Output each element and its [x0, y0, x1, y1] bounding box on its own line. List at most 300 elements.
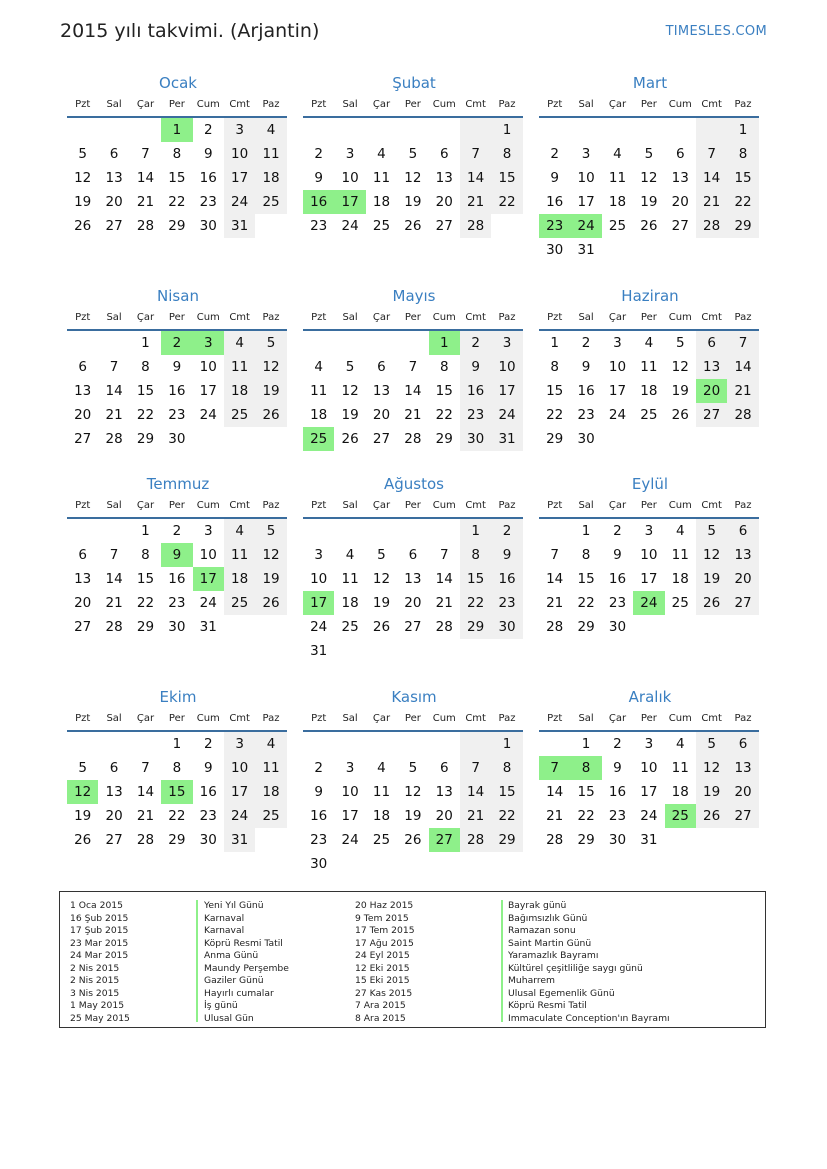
weekday-header: Cum: [429, 708, 460, 732]
calendar-day: 18: [671, 784, 689, 800]
calendar-day: 16: [460, 379, 491, 403]
calendar-day: 18: [255, 166, 286, 190]
weekday-header: Sal: [570, 94, 601, 118]
calendar-day: 16: [168, 383, 186, 399]
calendar-day: 21: [460, 804, 491, 828]
month-name: Temmuz: [146, 475, 210, 493]
calendar-day: 27: [372, 431, 391, 447]
calendar-day: 14: [460, 780, 491, 804]
month-name: Mayıs: [392, 287, 436, 305]
calendar-day: 17: [341, 808, 359, 824]
calendar-day: 27: [435, 218, 453, 234]
calendar-day: 30: [199, 832, 217, 848]
calendar-day: 21: [546, 595, 564, 611]
holiday-day: 24: [570, 214, 601, 238]
calendar-day: 15: [435, 383, 453, 399]
calendar-day: 10: [491, 355, 522, 379]
calendar-day: 6: [675, 146, 685, 162]
calendar-day: 13: [435, 784, 453, 800]
calendar-day: 27: [105, 832, 123, 848]
calendar-day: 14: [136, 784, 155, 800]
calendar-day: 22: [546, 407, 564, 423]
legend-date: 2 Nis 2015: [70, 962, 120, 974]
weekday-header: Pzt: [303, 495, 334, 519]
calendar-day: 10: [577, 170, 595, 186]
calendar-day: 1: [141, 523, 150, 539]
holiday-day: 17: [303, 591, 334, 615]
calendar-day: 31: [224, 828, 255, 852]
blank-day: [67, 519, 98, 543]
calendar-day: 6: [408, 547, 418, 563]
calendar-day: 17: [577, 194, 595, 210]
weekday-header: Cmt: [460, 495, 491, 519]
calendar-day: 18: [310, 407, 328, 423]
calendar-day: 11: [255, 142, 286, 166]
calendar-day: 13: [435, 170, 453, 186]
calendar-day: 26: [74, 218, 92, 234]
weekday-header: Pzt: [303, 94, 334, 118]
calendar-day: 13: [74, 383, 92, 399]
calendar-day: 4: [314, 359, 323, 375]
calendar-day: 2: [314, 146, 323, 162]
weekday-header: Çar: [130, 94, 161, 118]
month-grid: [67, 94, 289, 238]
calendar-day: 30: [460, 427, 491, 451]
calendar-day: 11: [671, 547, 689, 563]
calendar-day: 4: [613, 146, 622, 162]
month-block: [67, 471, 289, 639]
calendar-day: 19: [404, 194, 422, 210]
calendar-day: 11: [310, 383, 328, 399]
calendar-day: 18: [372, 194, 391, 210]
legend-holiday-name: Bayrak günü: [508, 900, 567, 911]
calendar-day: 10: [224, 142, 255, 166]
calendar-day: 3: [224, 118, 255, 142]
calendar-day: 14: [727, 355, 758, 379]
legend-holiday-name: Anma Günü: [204, 950, 259, 961]
calendar-day: 22: [168, 194, 186, 210]
legend-date: 15 Eki 2015: [355, 975, 410, 986]
calendar-day: 9: [581, 359, 591, 375]
weekday-header: Paz: [255, 307, 286, 331]
blank-day: [397, 732, 428, 756]
calendar-day: 18: [372, 808, 391, 824]
weekday-header: Çar: [366, 708, 397, 732]
calendar-day: 5: [408, 146, 418, 162]
calendar-day: 9: [314, 784, 323, 800]
blank-day: [303, 118, 334, 142]
calendar-day: 25: [372, 832, 391, 848]
holiday-day: 8: [570, 756, 601, 780]
calendar-day: 24: [224, 190, 255, 214]
calendar-day: 28: [105, 619, 123, 635]
calendar-day: 4: [255, 732, 286, 756]
calendar-day: 12: [696, 756, 727, 780]
calendar-day: 15: [491, 166, 522, 190]
weekday-header: Sal: [570, 708, 601, 732]
calendar-day: 3: [644, 523, 654, 539]
calendar-day: 3: [491, 331, 522, 355]
calendar-day: 7: [141, 146, 150, 162]
month-grid: [67, 495, 289, 639]
calendar-day: 8: [460, 543, 491, 567]
weekday-header: Pzt: [539, 94, 570, 118]
calendar-day: 26: [671, 407, 689, 423]
calendar-day: 19: [696, 567, 727, 591]
calendar-day: 13: [727, 756, 758, 780]
calendar-day: 29: [168, 218, 186, 234]
calendar-day: 25: [224, 591, 255, 615]
month-name: Aralık: [628, 688, 672, 706]
weekday-header: Cum: [665, 708, 696, 732]
calendar-day: 9: [613, 760, 622, 776]
calendar-day: 1: [141, 335, 150, 351]
calendar-day: 17: [608, 383, 627, 399]
holiday-day: 23: [539, 214, 570, 238]
month-grid: [539, 94, 761, 262]
calendar-day: 24: [199, 595, 217, 611]
calendar-day: 27: [105, 218, 123, 234]
weekday-header: Sal: [334, 94, 365, 118]
calendar-day: 8: [141, 547, 150, 563]
weekday-header: Per: [397, 94, 428, 118]
month-name: Kasım: [391, 688, 437, 706]
calendar-day: 26: [696, 804, 727, 828]
calendar-day: 2: [314, 760, 323, 776]
blank-day: [98, 519, 129, 543]
calendar-day: 20: [404, 595, 422, 611]
site-logo: TIMESLES.COM: [665, 24, 767, 39]
calendar-day: 23: [608, 595, 627, 611]
page-title: 2015 yılı takvimi. (Arjantin): [60, 20, 320, 42]
calendar-day: 25: [372, 218, 391, 234]
calendar-day: 22: [460, 591, 491, 615]
calendar-day: 8: [172, 760, 182, 776]
blank-day: [366, 331, 397, 355]
calendar-day: 6: [439, 146, 449, 162]
calendar-day: 15: [577, 784, 595, 800]
calendar-day: 15: [168, 170, 186, 186]
calendar-day: 14: [460, 166, 491, 190]
calendar-day: 18: [255, 780, 286, 804]
calendar-day: 7: [727, 331, 758, 355]
calendar-day: 20: [372, 407, 391, 423]
calendar-day: 24: [640, 808, 658, 824]
calendar-day: 1: [581, 736, 591, 752]
legend-date: 1 May 2015: [70, 1000, 125, 1011]
weekday-header: Cmt: [696, 94, 727, 118]
month-name: Ocak: [159, 74, 197, 92]
calendar-day: 18: [640, 383, 658, 399]
calendar-day: 23: [168, 595, 186, 611]
calendar-day: 4: [377, 760, 386, 776]
weekday-header: Per: [633, 495, 664, 519]
legend-holiday-name: Yeni Yıl Günü: [204, 900, 264, 911]
calendar-day: 6: [696, 331, 727, 355]
calendar-day: 15: [460, 567, 491, 591]
calendar-day: 23: [460, 403, 491, 427]
weekday-header: Paz: [727, 708, 758, 732]
calendar-day: 20: [105, 194, 123, 210]
month-name: Mart: [632, 74, 668, 92]
month-grid: [67, 307, 289, 451]
weekday-header: Çar: [130, 495, 161, 519]
calendar-day: 30: [608, 832, 627, 848]
calendar-day: 4: [675, 523, 685, 539]
calendar-day: 18: [224, 379, 255, 403]
calendar-day: 14: [105, 383, 123, 399]
calendar-day: 13: [671, 170, 689, 186]
calendar-day: 20: [671, 194, 689, 210]
legend-date: 17 Tem 2015: [355, 925, 415, 936]
holiday-day: 1: [161, 118, 192, 142]
calendar-day: 29: [546, 431, 564, 447]
blank-day: [633, 118, 664, 142]
month-block: [67, 70, 289, 238]
calendar-day: 27: [74, 619, 92, 635]
weekday-header: Cmt: [460, 708, 491, 732]
holiday-day: 1: [429, 331, 460, 355]
holiday-day: 24: [633, 591, 664, 615]
calendar-day: 10: [224, 756, 255, 780]
calendar-day: 10: [640, 760, 658, 776]
calendar-day: 28: [727, 403, 758, 427]
legend-divider: [196, 900, 198, 1022]
calendar-day: 14: [404, 383, 422, 399]
month-grid: [539, 307, 761, 451]
month-name: Ağustos: [384, 475, 444, 493]
calendar-day: 26: [404, 832, 422, 848]
month-block: [539, 70, 761, 262]
month-name: Nisan: [157, 287, 199, 305]
holiday-day: 15: [161, 780, 192, 804]
calendar-day: 20: [727, 567, 758, 591]
weekday-header: Cum: [193, 495, 224, 519]
calendar-day: 29: [136, 431, 155, 447]
calendar-day: 22: [491, 190, 522, 214]
calendar-day: 8: [581, 547, 591, 563]
weekday-header: Paz: [255, 708, 286, 732]
calendar-day: 12: [255, 543, 286, 567]
weekday-header: Cum: [429, 307, 460, 331]
legend-date: 1 Oca 2015: [70, 900, 123, 911]
calendar-day: 12: [671, 359, 689, 375]
calendar-day: 16: [199, 170, 217, 186]
calendar-day: 23: [199, 194, 217, 210]
calendar-day: 7: [439, 547, 449, 563]
blank-day: [334, 331, 365, 355]
calendar-day: 28: [404, 431, 422, 447]
calendar-day: 20: [74, 595, 92, 611]
calendar-day: 3: [224, 732, 255, 756]
calendar-day: 1: [581, 523, 591, 539]
weekday-header: Per: [633, 94, 664, 118]
calendar-day: 5: [696, 732, 727, 756]
holiday-legend: [59, 891, 766, 1028]
weekday-header: Sal: [98, 307, 129, 331]
calendar-day: 1: [491, 118, 522, 142]
month-block: [67, 684, 289, 852]
legend-names-left: [204, 900, 289, 1025]
weekday-header: Cum: [665, 94, 696, 118]
month-block: [303, 283, 525, 451]
month-grid: [303, 708, 525, 876]
legend-date: 27 Kas 2015: [355, 987, 413, 999]
weekday-header: Sal: [570, 307, 601, 331]
calendar-day: 8: [491, 142, 522, 166]
legend-date: 7 Ara 2015: [355, 1000, 406, 1011]
calendar-day: 14: [136, 170, 155, 186]
weekday-header: Per: [397, 708, 428, 732]
calendar-day: 22: [491, 804, 522, 828]
legend-holiday-name: Ramazan sonu: [508, 925, 576, 936]
weekday-header: Per: [633, 307, 664, 331]
blank-day: [602, 118, 633, 142]
calendar-day: 31: [310, 643, 328, 659]
calendar-day: 15: [136, 571, 155, 587]
calendar-day: 12: [404, 170, 422, 186]
holiday-day: 2: [161, 331, 192, 355]
calendar-day: 4: [675, 736, 685, 752]
calendar-day: 31: [491, 427, 522, 451]
calendar-day: 21: [727, 379, 758, 403]
calendar-day: 6: [439, 760, 449, 776]
calendar-day: 8: [172, 146, 182, 162]
blank-day: [460, 732, 491, 756]
legend-holiday-name: Muharrem: [508, 975, 555, 986]
weekday-header: Cum: [193, 307, 224, 331]
calendar-day: 28: [460, 214, 491, 238]
holiday-day: 27: [429, 828, 460, 852]
weekday-header: Cmt: [224, 495, 255, 519]
legend-holiday-name: Immaculate Conception'ın Bayramı: [508, 1012, 670, 1024]
weekday-header: Çar: [602, 708, 633, 732]
blank-day: [98, 732, 129, 756]
calendar-day: 28: [136, 832, 155, 848]
blank-day: [130, 732, 161, 756]
blank-day: [397, 519, 428, 543]
weekday-header: Pzt: [539, 708, 570, 732]
calendar-day: 3: [644, 736, 654, 752]
weekday-header: Paz: [255, 495, 286, 519]
calendar-day: 13: [372, 383, 391, 399]
calendar-day: 14: [435, 571, 453, 587]
holiday-day: 20: [696, 379, 727, 403]
month-block: [303, 471, 525, 663]
weekday-header: Pzt: [303, 307, 334, 331]
holiday-day: 25: [665, 804, 696, 828]
weekday-header: Cmt: [224, 708, 255, 732]
calendar-day: 8: [439, 359, 449, 375]
calendar-day: 19: [341, 407, 359, 423]
calendar-day: 27: [404, 619, 422, 635]
month-block: [303, 70, 525, 238]
calendar-day: 14: [105, 571, 123, 587]
calendar-day: 6: [727, 732, 758, 756]
calendar-day: 24: [608, 407, 627, 423]
calendar-day: 7: [141, 760, 150, 776]
calendar-day: 21: [460, 190, 491, 214]
weekday-header: Cmt: [224, 94, 255, 118]
month-name: Haziran: [621, 287, 679, 305]
calendar-day: 19: [640, 194, 658, 210]
calendar-day: 5: [78, 146, 87, 162]
calendar-day: 12: [341, 383, 359, 399]
month-grid: [303, 495, 525, 663]
calendar-day: 31: [577, 242, 595, 258]
calendar-day: 25: [341, 619, 359, 635]
calendar-day: 3: [203, 523, 213, 539]
weekday-header: Cum: [193, 708, 224, 732]
weekday-header: Paz: [727, 495, 758, 519]
calendar-day: 2: [581, 335, 591, 351]
calendar-day: 27: [696, 403, 727, 427]
calendar-day: 14: [546, 784, 564, 800]
calendar-day: 18: [608, 194, 627, 210]
calendar-day: 26: [640, 218, 658, 234]
weekday-header: Çar: [366, 495, 397, 519]
calendar-day: 30: [199, 218, 217, 234]
calendar-day: 26: [404, 218, 422, 234]
calendar-day: 30: [491, 615, 522, 639]
calendar-day: 12: [696, 543, 727, 567]
calendar-day: 19: [404, 808, 422, 824]
calendar-day: 26: [341, 431, 359, 447]
calendar-day: 15: [136, 383, 155, 399]
weekday-header: Paz: [491, 495, 522, 519]
weekday-header: Per: [633, 708, 664, 732]
calendar-day: 9: [550, 170, 559, 186]
blank-day: [539, 519, 570, 543]
calendar-day: 3: [314, 547, 323, 563]
blank-day: [570, 118, 601, 142]
calendar-day: 18: [224, 567, 255, 591]
calendar-day: 12: [404, 784, 422, 800]
calendar-day: 15: [577, 571, 595, 587]
month-grid: [303, 307, 525, 451]
weekday-header: Per: [161, 495, 192, 519]
calendar-day: 16: [577, 383, 595, 399]
calendar-day: 9: [203, 146, 213, 162]
weekday-header: Cmt: [460, 94, 491, 118]
calendar-day: 3: [581, 146, 591, 162]
calendar-day: 10: [199, 359, 217, 375]
calendar-day: 14: [696, 166, 727, 190]
calendar-day: 1: [727, 118, 758, 142]
blank-day: [397, 118, 428, 142]
calendar-day: 10: [341, 170, 359, 186]
calendar-day: 5: [408, 760, 418, 776]
calendar-day: 5: [675, 335, 685, 351]
weekday-header: Sal: [98, 495, 129, 519]
blank-day: [334, 519, 365, 543]
calendar-day: 20: [435, 808, 453, 824]
legend-date: 23 Mar 2015: [70, 937, 129, 949]
weekday-header: Pzt: [303, 708, 334, 732]
calendar-day: 30: [608, 619, 627, 635]
calendar-day: 8: [727, 142, 758, 166]
month-block: [539, 684, 761, 852]
calendar-day: 22: [136, 407, 155, 423]
calendar-day: 22: [168, 808, 186, 824]
calendar-day: 11: [372, 784, 391, 800]
legend-holiday-name: Hayırlı cumalar: [204, 987, 274, 999]
month-grid: [539, 708, 761, 852]
calendar-day: 18: [671, 571, 689, 587]
calendar-day: 11: [608, 170, 627, 186]
blank-day: [334, 118, 365, 142]
blank-day: [429, 519, 460, 543]
